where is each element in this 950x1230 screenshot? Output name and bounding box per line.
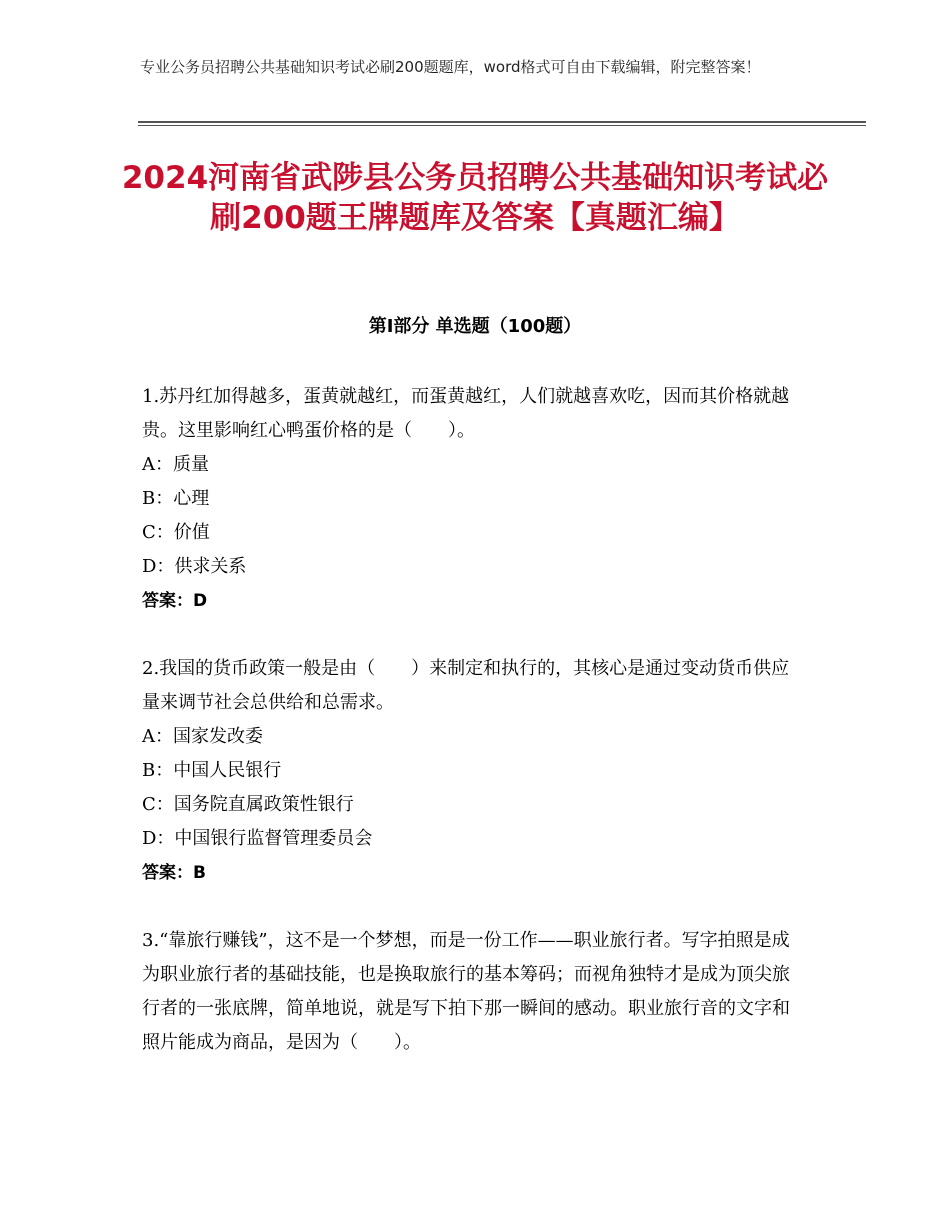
option-b: B：心理 — [142, 488, 210, 509]
option-c: C：国务院直属政策性银行 — [142, 794, 354, 815]
question-stem: 3.“靠旅行赚钱”，这不是一个梦想，而是一份工作——职业旅行者。写字拍照是成为职业旅行者的基础技能，也是换取旅行的基本筹码；而视角独特才是成为顶尖旅行者的一张底牌，简单地说，就是写下拍下那一瞬间的感动。职业旅行音的文字和照片能成为商品，是因为（ ）。 — [142, 930, 790, 1053]
question-stem: 1.苏丹红加得越多，蛋黄就越红，而蛋黄越红，人们就越喜欢吃，因而其价格就越贵。这里影响红心鸭蛋价格的是（ ）。 — [142, 386, 790, 441]
question-3 — [142, 924, 807, 1060]
option-a: A：国家发改委 — [142, 726, 263, 747]
header-note: 专业公务员招聘公共基础知识考试必刷200题题库，word格式可自由下载编辑，附完整答案！ — [140, 58, 761, 76]
option-a: A：质量 — [142, 454, 209, 475]
question-1 — [142, 380, 807, 618]
option-d: D：供求关系 — [142, 556, 247, 577]
question-2 — [142, 652, 807, 890]
document-title: 2024河南省武陟县公务员招聘公共基础知识考试必刷200题王牌题库及答案【真题汇编】 — [121, 160, 829, 236]
header-divider — [138, 121, 866, 123]
section-title: 第Ⅰ部分 单选题（100题） — [368, 316, 582, 337]
option-b: B：中国人民银行 — [142, 760, 282, 781]
option-c: C：价值 — [142, 522, 210, 543]
question-stem: 2.我国的货币政策一般是由（ ）来制定和执行的，其核心是通过变动货币供应量来调节社会总供给和总需求。 — [142, 658, 790, 713]
header-divider-thin — [138, 125, 866, 126]
option-d: D：中国银行监督管理委员会 — [142, 828, 373, 849]
answer-label: 答案：D — [142, 591, 208, 611]
question-list — [142, 380, 807, 1094]
answer-label: 答案：B — [142, 863, 206, 883]
